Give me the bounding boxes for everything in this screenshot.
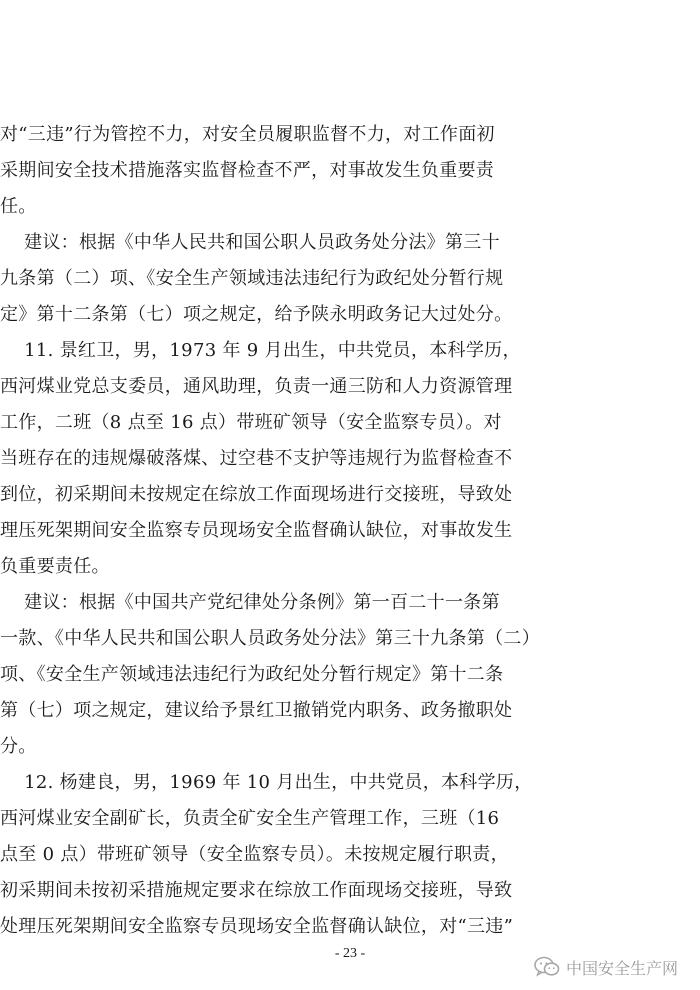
- text-line: 定》第十二条第（七）项之规定，给予陕永明政务记大过处分。: [0, 304, 513, 325]
- text-line: 当班存在的违规爆破落煤、过空巷不支护等违规行为监督检查不: [0, 448, 513, 469]
- text-line: 任。: [0, 196, 37, 217]
- text-line: 理压死架期间安全监察专员现场安全监督确认缺位，对事故发生: [0, 520, 513, 541]
- text-line: 对“三违”行为管控不力，对安全员履职监督不力，对工作面初: [0, 124, 495, 145]
- text-line: 处理压死架期间安全监察专员现场安全监督确认缺位，对“三违”: [0, 916, 514, 937]
- text-line: 采期间安全技术措施落实监督检查不严，对事故发生负重要责: [0, 160, 495, 181]
- text-line: 12. 杨建良，男，1969 年 10 月出生，中共党员，本科学历，: [0, 772, 533, 793]
- text-line: 分。: [0, 736, 37, 757]
- text-line: 西河煤业安全副矿长，负责全矿安全生产管理工作，三班（16: [0, 808, 500, 829]
- text-line: 到位，初采期间未按规定在综放工作面现场进行交接班，导致处: [0, 484, 513, 505]
- page-number: - 23 -: [334, 946, 366, 961]
- text-line: 西河煤业党总支委员，通风助理，负责一通三防和人力资源管理: [0, 376, 513, 397]
- text-line: 项、《安全生产领域违法违纪行为政纪处分暂行规定》第十二条: [0, 664, 504, 685]
- text-line: 工作，二班（8 点至 16 点）带班矿领导（安全监察专员）。对: [0, 412, 502, 433]
- text-line: 点至 0 点）带班矿领导（安全监察专员）。未按规定履行职责，: [0, 844, 509, 865]
- text-line: 建议：根据《中国共产党纪律处分条例》第一百二十一条第: [0, 592, 500, 613]
- text-line: 负重要责任。: [0, 556, 110, 577]
- text-line: 建议：根据《中华人民共和国公职人员政务处分法》第三十: [0, 232, 500, 253]
- watermark-text: 中国安全生产网: [565, 958, 678, 978]
- watermark: [534, 954, 678, 980]
- text-line: 初采期间未按初采措施规定要求在综放工作面现场交接班，导致: [0, 880, 513, 901]
- text-line: 11. 景红卫，男，1973 年 9 月出生，中共党员，本科学历，: [0, 340, 521, 361]
- text-line: 第（七）项之规定，建议给予景红卫撤销党内职务、政务撤职处: [0, 700, 513, 721]
- wechat-icon: [534, 956, 560, 978]
- text-line: 一款、《中华人民共和国公职人员政务处分法》第三十九条第（二）: [0, 628, 540, 649]
- text-line: 九条第（二）项、《安全生产领域违法违纪行为政纪处分暂行规: [0, 268, 504, 289]
